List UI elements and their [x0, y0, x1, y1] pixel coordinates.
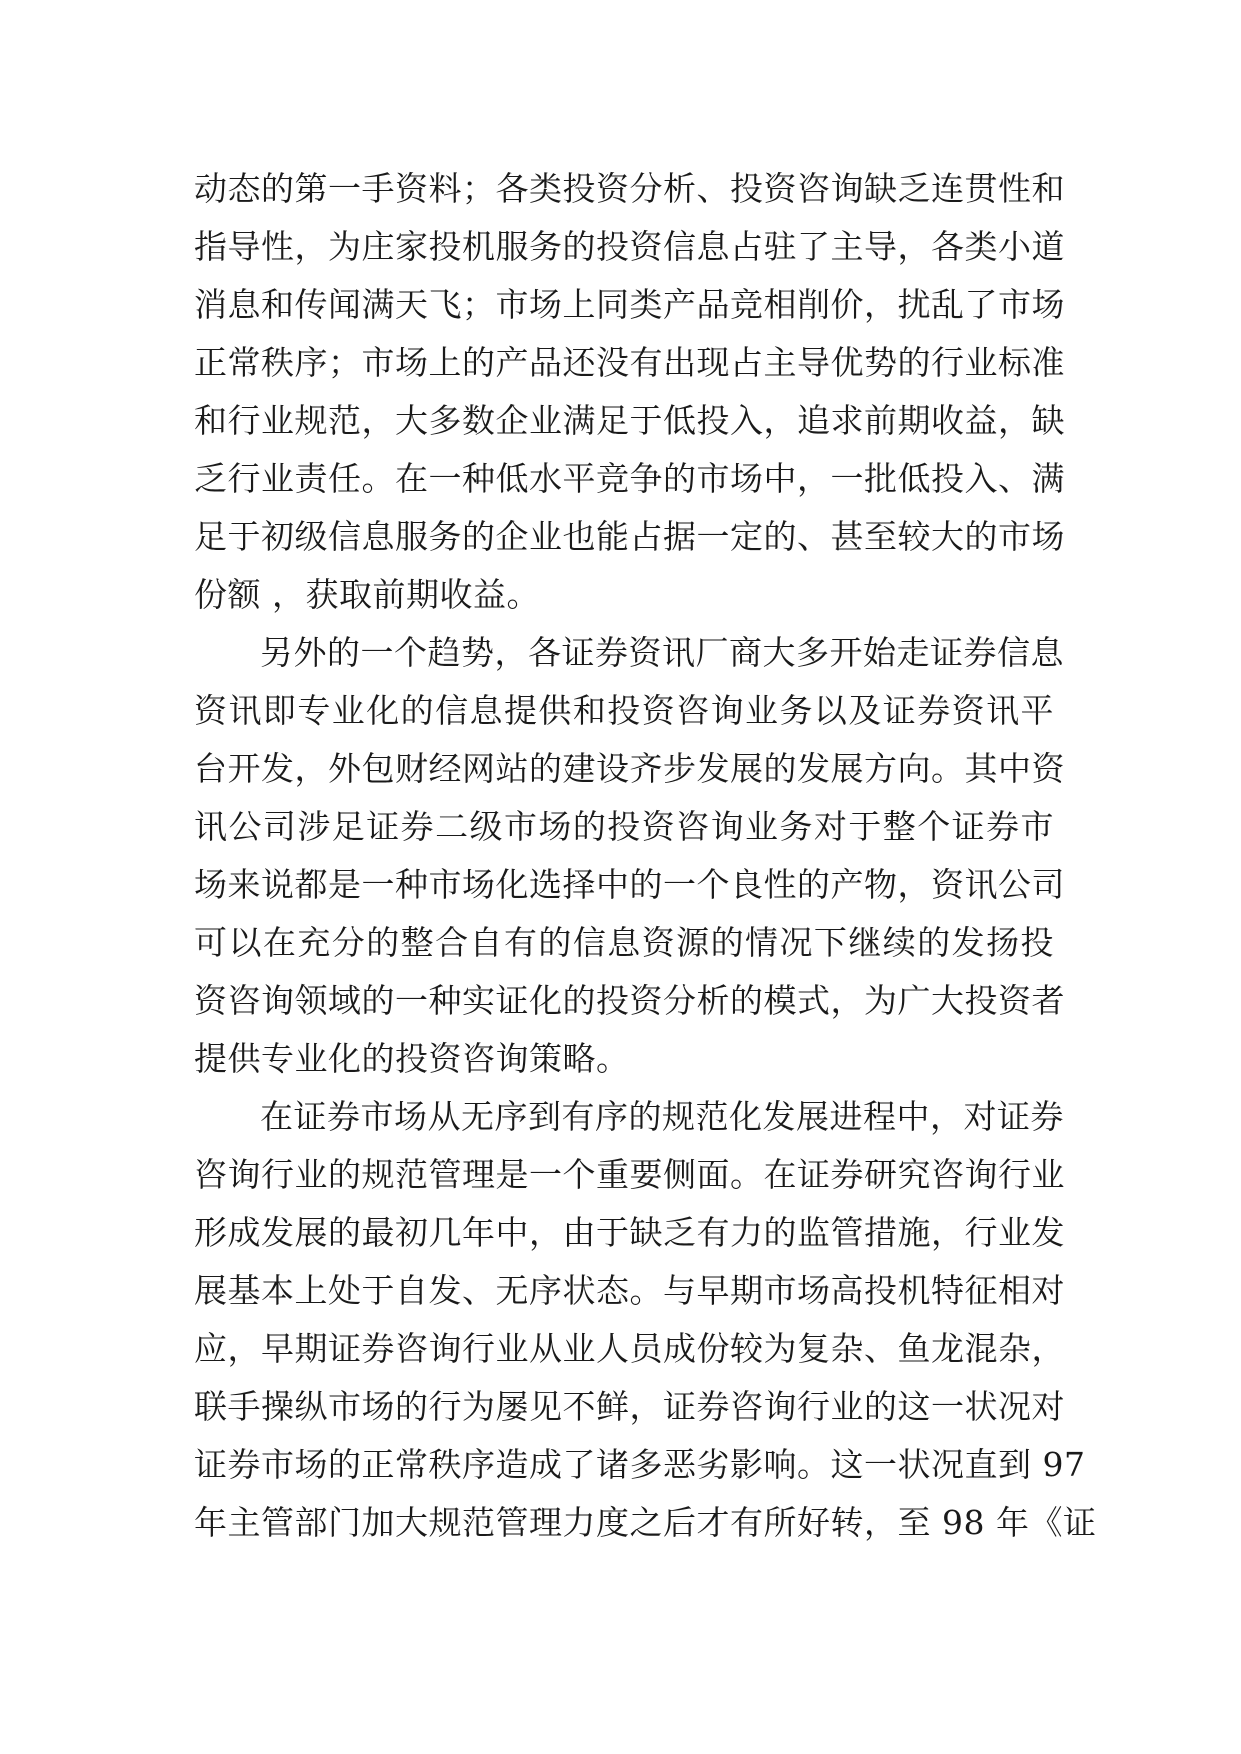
- paragraph-2: [194, 624, 1065, 1088]
- text-line: 应，早期证券咨询行业从业人员成份较为复杂、鱼龙混杂，: [194, 1329, 1065, 1368]
- text-line: 乏行业责任。在一种低水平竞争的市场中，一批低投入、满: [194, 459, 1065, 498]
- text-line: 场来说都是一种市场化选择中的一个良性的产物，资讯公司: [194, 865, 1065, 904]
- text-line: 提供专业化的投资咨询策略。: [194, 1039, 630, 1078]
- text-line: 证券市场的正常秩序造成了诸多恶劣影响。这一状况直到 97: [194, 1445, 1086, 1484]
- text-line: 在证券市场从无序到有序的规范化发展进程中，对证券: [260, 1097, 1064, 1136]
- paragraph-3: [194, 1088, 1097, 1552]
- text-line: 足于初级信息服务的企业也能占据一定的、甚至较大的市场: [194, 517, 1065, 556]
- text-line: 年主管部门加大规范管理力度之后才有所好转，至 98 年《证: [194, 1503, 1097, 1542]
- text-line: 动态的第一手资料；各类投资分析、投资咨询缺乏连贯性和: [194, 169, 1065, 208]
- text-line: 正常秩序；市场上的产品还没有出现占主导优势的行业标准: [194, 343, 1065, 382]
- text-line: 联手操纵市场的行为屡见不鲜，证券咨询行业的这一状况对: [194, 1387, 1065, 1426]
- text-line: 指导性，为庄家投机服务的投资信息占驻了主导，各类小道: [194, 227, 1065, 266]
- text-line: 咨询行业的规范管理是一个重要侧面。在证券研究咨询行业: [194, 1155, 1065, 1194]
- text-line: 形成发展的最初几年中，由于缺乏有力的监管措施，行业发: [194, 1213, 1065, 1252]
- text-line: 和行业规范，大多数企业满足于低投入，追求前期收益，缺: [194, 401, 1065, 440]
- text-line: 另外的一个趋势，各证券资讯厂商大多开始走证券信息: [260, 633, 1064, 672]
- paragraph-1: [194, 160, 1065, 624]
- body-text: [194, 160, 1097, 1552]
- text-line: 资讯即专业化的信息提供和投资咨询业务以及证券资讯平: [194, 691, 1054, 730]
- text-line: 可以在充分的整合自有的信息资源的情况下继续的发扬投: [194, 923, 1054, 962]
- text-line: 消息和传闻满天飞；市场上同类产品竞相削价，扰乱了市场: [194, 285, 1065, 324]
- text-line: 展基本上处于自发、无序状态。与早期市场高投机特征相对: [194, 1271, 1065, 1310]
- text-line: 台开发，外包财经网站的建设齐步发展的发展方向。其中资: [194, 749, 1065, 788]
- text-line: 讯公司涉足证券二级市场的投资咨询业务对于整个证券市: [194, 807, 1054, 846]
- text-line: 资咨询领域的一种实证化的投资分析的模式，为广大投资者: [194, 981, 1065, 1020]
- text-line: 份额 ，获取前期收益。: [194, 575, 540, 614]
